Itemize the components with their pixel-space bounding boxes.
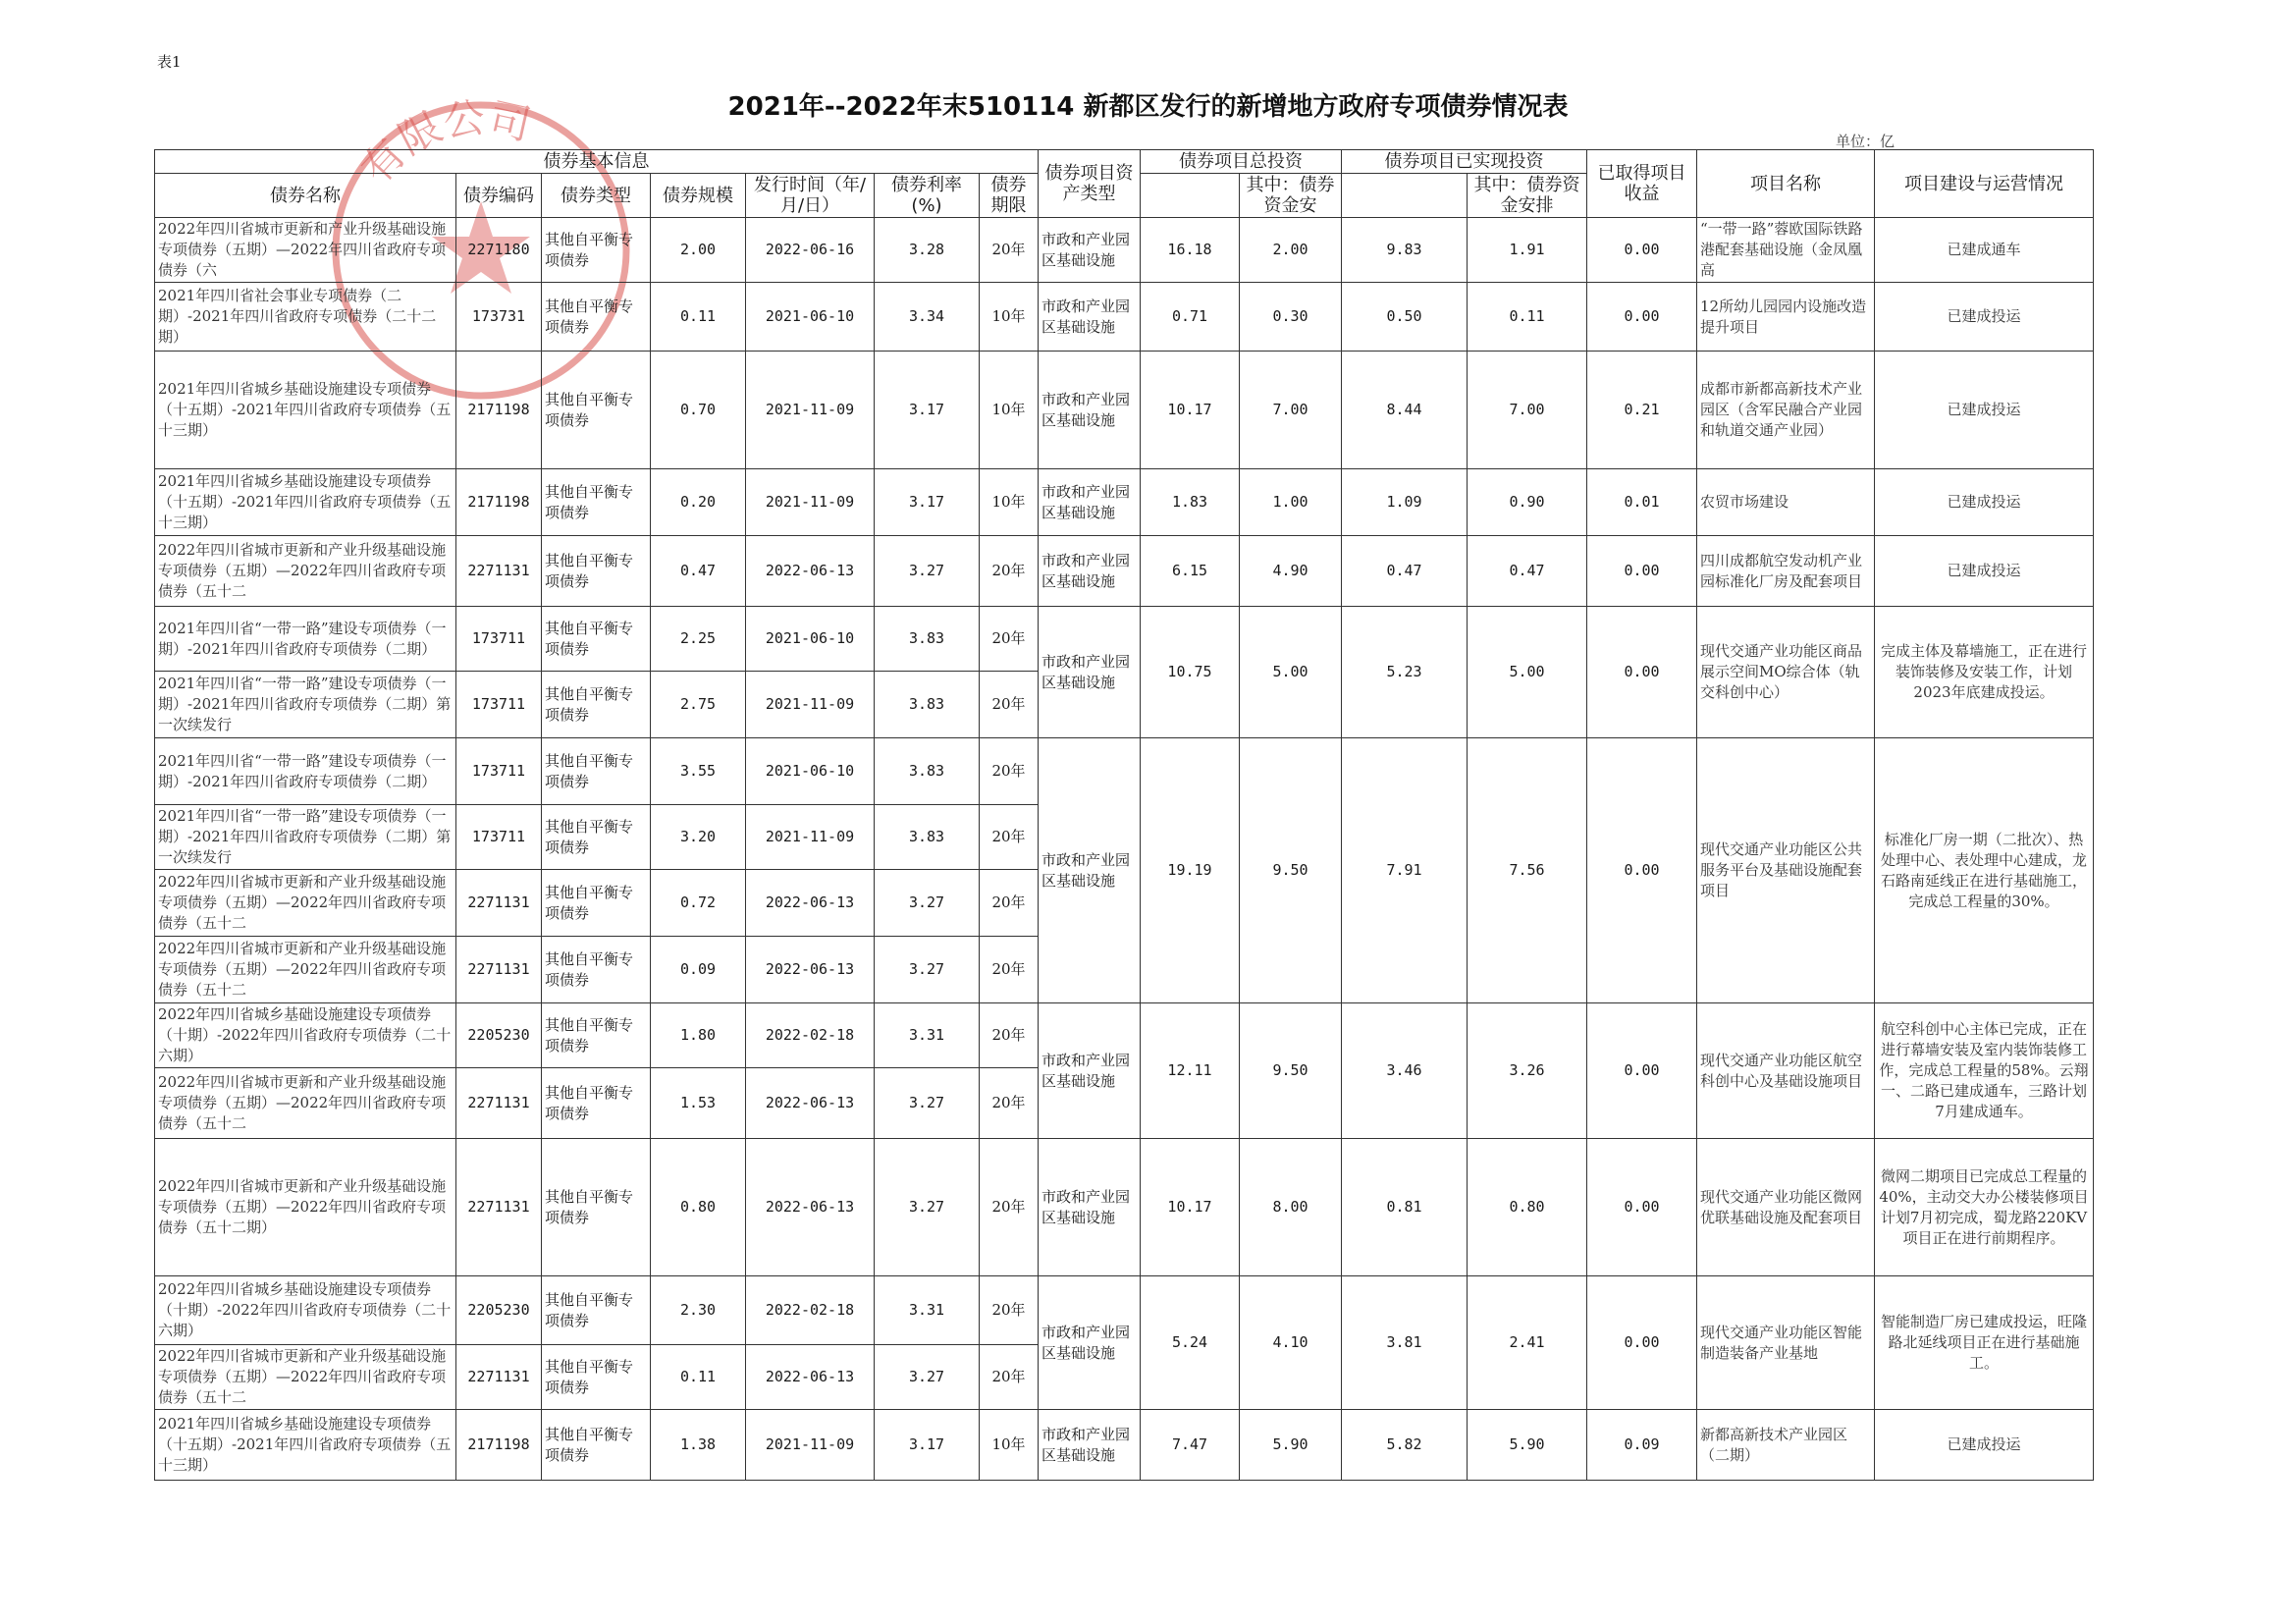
total-bond-cell: 5.90 <box>1240 1410 1342 1481</box>
bond-name-cell: 2021年四川省“一带一路”建设专项债券（一期）-2021年四川省政府专项债券（二期） <box>155 607 456 672</box>
bond-type-cell: 其他自平衡专项债券 <box>542 805 651 870</box>
issue-date-cell: 2022-06-13 <box>746 937 875 1003</box>
project-status-cell: 航空科创中心主体已完成，正在进行幕墙安装及室内装饰装修工作，完成总工程量的58%。云翔一、二路已建成通车，三路计划7月建成通车。 <box>1875 1003 2094 1139</box>
bond-code-cell: 2205230 <box>456 1003 542 1068</box>
table-row <box>155 607 2094 672</box>
income-cell: 0.00 <box>1587 1003 1697 1139</box>
asset-type-cell: 市政和产业园区基础设施 <box>1039 218 1141 283</box>
asset-type-cell: 市政和产业园区基础设施 <box>1039 1139 1141 1276</box>
issue-date-cell: 2022-06-13 <box>746 536 875 607</box>
project-name-cell: 成都市新都高新技术产业园区（含军民融合产业园和轨道交通产业园） <box>1697 352 1875 469</box>
bond-term-cell: 20年 <box>980 1003 1039 1068</box>
table-row <box>155 218 2094 283</box>
bond-name-cell: 2022年四川省城乡基础设施建设专项债券（十期）-2022年四川省政府专项债券（二十六期） <box>155 1276 456 1345</box>
issue-date-cell: 2022-02-18 <box>746 1276 875 1345</box>
realized-bond-cell: 7.56 <box>1468 738 1587 1003</box>
issue-date-cell: 2021-06-10 <box>746 283 875 352</box>
project-status-cell: 微网二期项目已完成总工程量的40%，主动交大办公楼装修项目计划7月初完成，蜀龙路220KV项目正在进行前期程序。 <box>1875 1139 2094 1276</box>
bond-type-cell: 其他自平衡专项债券 <box>542 1410 651 1481</box>
bond-rate-cell: 3.17 <box>875 469 980 536</box>
bond-table <box>154 149 2094 1481</box>
header-project-name: 项目名称 <box>1697 150 1875 218</box>
project-name-cell: 12所幼儿园园内设施改造提升项目 <box>1697 283 1875 352</box>
bond-scale-cell: 1.80 <box>651 1003 746 1068</box>
bond-type-cell: 其他自平衡专项债券 <box>542 607 651 672</box>
income-cell: 0.00 <box>1587 607 1697 738</box>
bond-type-cell: 其他自平衡专项债券 <box>542 352 651 469</box>
bond-name-cell: 2021年四川省城乡基础设施建设专项债券（十五期）-2021年四川省政府专项债券（五十三期） <box>155 352 456 469</box>
bond-term-cell: 10年 <box>980 469 1039 536</box>
bond-name-cell: 2022年四川省城市更新和产业升级基础设施专项债券（五期）—2022年四川省政府专项债券（五十二 <box>155 937 456 1003</box>
bond-type-cell: 其他自平衡专项债券 <box>542 1003 651 1068</box>
bond-rate-cell: 3.27 <box>875 937 980 1003</box>
bond-name-cell: 2021年四川省社会事业专项债券（二期）-2021年四川省政府专项债券（二十二期） <box>155 283 456 352</box>
issue-date-cell: 2021-06-10 <box>746 607 875 672</box>
header-rate: 债券利率(%) <box>875 174 980 218</box>
asset-type-cell: 市政和产业园区基础设施 <box>1039 738 1141 1003</box>
table-row <box>155 1003 2094 1068</box>
header-bond-name: 债券名称 <box>155 174 456 218</box>
bond-scale-cell: 0.72 <box>651 870 746 937</box>
issue-date-cell: 2021-11-09 <box>746 469 875 536</box>
bond-name-cell: 2022年四川省城市更新和产业升级基础设施专项债券（五期）—2022年四川省政府专项债券（五十二期） <box>155 1139 456 1276</box>
bond-scale-cell: 2.25 <box>651 607 746 672</box>
project-name-cell: 新都高新技术产业园区（二期） <box>1697 1410 1875 1481</box>
bond-type-cell: 其他自平衡专项债券 <box>542 218 651 283</box>
project-status-cell: 已建成通车 <box>1875 218 2094 283</box>
realized-investment-cell: 8.44 <box>1342 352 1468 469</box>
header-realized-investment: 债券项目已实现投资 <box>1342 150 1587 174</box>
total-bond-cell: 5.00 <box>1240 607 1342 738</box>
bond-term-cell: 20年 <box>980 937 1039 1003</box>
project-name-cell: “一带一路”蓉欧国际铁路港配套基础设施（金凤凰高 <box>1697 218 1875 283</box>
bond-type-cell: 其他自平衡专项债券 <box>542 870 651 937</box>
project-status-cell: 已建成投运 <box>1875 469 2094 536</box>
bond-name-cell: 2021年四川省“一带一路”建设专项债券（一期）-2021年四川省政府专项债券（二期）第一次续发行 <box>155 805 456 870</box>
bond-rate-cell: 3.17 <box>875 1410 980 1481</box>
project-status-cell: 已建成投运 <box>1875 536 2094 607</box>
realized-investment-cell: 5.23 <box>1342 607 1468 738</box>
realized-bond-cell: 5.90 <box>1468 1410 1587 1481</box>
bond-code-cell: 2271131 <box>456 1345 542 1410</box>
bond-scale-cell: 0.70 <box>651 352 746 469</box>
bond-type-cell: 其他自平衡专项债券 <box>542 1068 651 1139</box>
bond-rate-cell: 3.27 <box>875 1068 980 1139</box>
bond-scale-cell: 3.20 <box>651 805 746 870</box>
total-bond-cell: 0.30 <box>1240 283 1342 352</box>
header-realized-bond: 其中：债券资金安排 <box>1468 174 1587 218</box>
bond-name-cell: 2022年四川省城市更新和产业升级基础设施专项债券（五期）—2022年四川省政府专项债券（五十二 <box>155 536 456 607</box>
bond-code-cell: 2271131 <box>456 937 542 1003</box>
bond-term-cell: 20年 <box>980 1276 1039 1345</box>
total-investment-cell: 16.18 <box>1141 218 1240 283</box>
bond-term-cell: 10年 <box>980 352 1039 469</box>
total-bond-cell: 2.00 <box>1240 218 1342 283</box>
asset-type-cell: 市政和产业园区基础设施 <box>1039 283 1141 352</box>
bond-name-cell: 2021年四川省城乡基础设施建设专项债券（十五期）-2021年四川省政府专项债券（五十三期） <box>155 469 456 536</box>
bond-scale-cell: 0.09 <box>651 937 746 1003</box>
bond-rate-cell: 3.34 <box>875 283 980 352</box>
realized-bond-cell: 0.11 <box>1468 283 1587 352</box>
realized-investment-cell: 0.47 <box>1342 536 1468 607</box>
realized-investment-cell: 9.83 <box>1342 218 1468 283</box>
issue-date-cell: 2022-06-13 <box>746 1139 875 1276</box>
bond-name-cell: 2021年四川省“一带一路”建设专项债券（一期）-2021年四川省政府专项债券（二期）第一次续发行 <box>155 672 456 738</box>
bond-scale-cell: 0.11 <box>651 1345 746 1410</box>
total-investment-cell: 10.17 <box>1141 352 1240 469</box>
table-row <box>155 536 2094 607</box>
asset-type-cell: 市政和产业园区基础设施 <box>1039 352 1141 469</box>
bond-type-cell: 其他自平衡专项债券 <box>542 1276 651 1345</box>
table-row <box>155 738 2094 805</box>
project-name-cell: 现代交通产业功能区微网优联基础设施及配套项目 <box>1697 1139 1875 1276</box>
bond-rate-cell: 3.27 <box>875 1345 980 1410</box>
realized-bond-cell: 0.47 <box>1468 536 1587 607</box>
bond-name-cell: 2022年四川省城乡基础设施建设专项债券（十期）-2022年四川省政府专项债券（二十六期） <box>155 1003 456 1068</box>
table-row <box>155 469 2094 536</box>
bond-name-cell: 2022年四川省城市更新和产业升级基础设施专项债券（五期）—2022年四川省政府专项债券（五十二 <box>155 1345 456 1410</box>
table-row <box>155 283 2094 352</box>
total-investment-cell: 19.19 <box>1141 738 1240 1003</box>
unit-label: 单位：亿 <box>1836 133 1896 150</box>
bond-name-cell: 2021年四川省城乡基础设施建设专项债券（十五期）-2021年四川省政府专项债券（五十三期） <box>155 1410 456 1481</box>
bond-rate-cell: 3.27 <box>875 1139 980 1276</box>
bond-type-cell: 其他自平衡专项债券 <box>542 469 651 536</box>
income-cell: 0.00 <box>1587 218 1697 283</box>
bond-rate-cell: 3.83 <box>875 738 980 805</box>
bond-term-cell: 20年 <box>980 1345 1039 1410</box>
asset-type-cell: 市政和产业园区基础设施 <box>1039 1003 1141 1139</box>
bond-name-cell: 2022年四川省城市更新和产业升级基础设施专项债券（五期）—2022年四川省政府专项债券（六 <box>155 218 456 283</box>
issue-date-cell: 2021-11-09 <box>746 805 875 870</box>
bond-code-cell: 2171198 <box>456 352 542 469</box>
bond-code-cell: 173711 <box>456 607 542 672</box>
realized-investment-cell: 3.46 <box>1342 1003 1468 1139</box>
total-bond-cell: 7.00 <box>1240 352 1342 469</box>
project-status-cell: 完成主体及幕墙施工，正在进行装饰装修及安装工作，计划2023年底建成投运。 <box>1875 607 2094 738</box>
header-bond-type: 债券类型 <box>542 174 651 218</box>
project-name-cell: 现代交通产业功能区商品展示空间MO综合体（轨交科创中心） <box>1697 607 1875 738</box>
bond-code-cell: 2271180 <box>456 218 542 283</box>
realized-bond-cell: 3.26 <box>1468 1003 1587 1139</box>
bond-scale-cell: 2.75 <box>651 672 746 738</box>
project-status-cell: 标准化厂房一期（二批次）、热处理中心、表处理中心建成，龙石路南延线正在进行基础施工，完成总工程量的30%。 <box>1875 738 2094 1003</box>
bond-term-cell: 20年 <box>980 870 1039 937</box>
realized-bond-cell: 0.80 <box>1468 1139 1587 1276</box>
total-bond-cell: 9.50 <box>1240 738 1342 1003</box>
total-bond-cell: 8.00 <box>1240 1139 1342 1276</box>
income-cell: 0.00 <box>1587 1139 1697 1276</box>
asset-type-cell: 市政和产业园区基础设施 <box>1039 469 1141 536</box>
issue-date-cell: 2021-11-09 <box>746 352 875 469</box>
realized-bond-cell: 1.91 <box>1468 218 1587 283</box>
bond-code-cell: 2271131 <box>456 536 542 607</box>
header-bond-code: 债券编码 <box>456 174 542 218</box>
bond-term-cell: 20年 <box>980 1139 1039 1276</box>
table-row <box>155 352 2094 469</box>
bond-code-cell: 2171198 <box>456 469 542 536</box>
bond-code-cell: 2205230 <box>456 1276 542 1345</box>
income-cell: 0.21 <box>1587 352 1697 469</box>
asset-type-cell: 市政和产业园区基础设施 <box>1039 1410 1141 1481</box>
bond-term-cell: 20年 <box>980 536 1039 607</box>
bond-scale-cell: 1.53 <box>651 1068 746 1139</box>
income-cell: 0.00 <box>1587 1276 1697 1410</box>
table-row <box>155 1139 2094 1276</box>
income-cell: 0.00 <box>1587 738 1697 1003</box>
header-term: 债券期限 <box>980 174 1039 218</box>
bond-term-cell: 10年 <box>980 1410 1039 1481</box>
bond-code-cell: 2271131 <box>456 870 542 937</box>
header-scale: 债券规模 <box>651 174 746 218</box>
bond-term-cell: 10年 <box>980 283 1039 352</box>
bond-term-cell: 20年 <box>980 672 1039 738</box>
bond-rate-cell: 3.17 <box>875 352 980 469</box>
bond-type-cell: 其他自平衡专项债券 <box>542 937 651 1003</box>
issue-date-cell: 2022-06-16 <box>746 218 875 283</box>
bond-scale-cell: 0.11 <box>651 283 746 352</box>
total-bond-cell: 9.50 <box>1240 1003 1342 1139</box>
asset-type-cell: 市政和产业园区基础设施 <box>1039 1276 1141 1410</box>
bond-code-cell: 173731 <box>456 283 542 352</box>
issue-date-cell: 2021-11-09 <box>746 672 875 738</box>
total-investment-cell: 1.83 <box>1141 469 1240 536</box>
bond-rate-cell: 3.27 <box>875 870 980 937</box>
realized-investment-cell: 7.91 <box>1342 738 1468 1003</box>
bond-scale-cell: 1.38 <box>651 1410 746 1481</box>
issue-date-cell: 2021-11-09 <box>746 1410 875 1481</box>
bond-type-cell: 其他自平衡专项债券 <box>542 1139 651 1276</box>
project-status-cell: 已建成投运 <box>1875 1410 2094 1481</box>
bond-type-cell: 其他自平衡专项债券 <box>542 1345 651 1410</box>
table-row <box>155 1276 2094 1345</box>
issue-date-cell: 2022-02-18 <box>746 1003 875 1068</box>
bond-code-cell: 2271131 <box>456 1139 542 1276</box>
header-asset-type: 债券项目资产类型 <box>1039 150 1141 218</box>
issue-date-cell: 2022-06-13 <box>746 1068 875 1139</box>
bond-rate-cell: 3.27 <box>875 536 980 607</box>
total-investment-cell: 6.15 <box>1141 536 1240 607</box>
bond-type-cell: 其他自平衡专项债券 <box>542 738 651 805</box>
bond-scale-cell: 2.00 <box>651 218 746 283</box>
bond-rate-cell: 3.28 <box>875 218 980 283</box>
realized-bond-cell: 7.00 <box>1468 352 1587 469</box>
bond-rate-cell: 3.31 <box>875 1276 980 1345</box>
total-investment-cell: 0.71 <box>1141 283 1240 352</box>
realized-bond-cell: 2.41 <box>1468 1276 1587 1410</box>
bond-name-cell: 2022年四川省城市更新和产业升级基础设施专项债券（五期）—2022年四川省政府专项债券（五十二 <box>155 870 456 937</box>
bond-term-cell: 20年 <box>980 607 1039 672</box>
realized-investment-cell: 3.81 <box>1342 1276 1468 1410</box>
bond-type-cell: 其他自平衡专项债券 <box>542 536 651 607</box>
bond-code-cell: 2271131 <box>456 1068 542 1139</box>
issue-date-cell: 2021-06-10 <box>746 738 875 805</box>
total-bond-cell: 1.00 <box>1240 469 1342 536</box>
income-cell: 0.00 <box>1587 536 1697 607</box>
total-bond-cell: 4.90 <box>1240 536 1342 607</box>
realized-bond-cell: 5.00 <box>1468 607 1587 738</box>
page-title: 2021年--2022年末510114 新都区发行的新增地方政府专项债券情况表 <box>727 92 1569 122</box>
bond-code-cell: 173711 <box>456 805 542 870</box>
bond-rate-cell: 3.31 <box>875 1003 980 1068</box>
asset-type-cell: 市政和产业园区基础设施 <box>1039 536 1141 607</box>
income-cell: 0.01 <box>1587 469 1697 536</box>
realized-investment-cell: 0.81 <box>1342 1139 1468 1276</box>
header-total-bond: 其中：债券资金安 <box>1240 174 1342 218</box>
bond-rate-cell: 3.83 <box>875 805 980 870</box>
bond-scale-cell: 0.80 <box>651 1139 746 1276</box>
bond-type-cell: 其他自平衡专项债券 <box>542 672 651 738</box>
total-investment-cell: 7.47 <box>1141 1410 1240 1481</box>
realized-investment-cell: 0.50 <box>1342 283 1468 352</box>
bond-code-cell: 173711 <box>456 738 542 805</box>
income-cell: 0.09 <box>1587 1410 1697 1481</box>
header-total-investment: 债券项目总投资 <box>1141 150 1342 174</box>
bond-name-cell: 2021年四川省“一带一路”建设专项债券（一期）-2021年四川省政府专项债券（二期） <box>155 738 456 805</box>
header-basic-info: 债券基本信息 <box>155 150 1039 174</box>
total-investment-cell: 5.24 <box>1141 1276 1240 1410</box>
bond-code-cell: 173711 <box>456 672 542 738</box>
bond-term-cell: 20年 <box>980 218 1039 283</box>
issue-date-cell: 2022-06-13 <box>746 1345 875 1410</box>
stamp-text: 有限公司 <box>351 93 536 193</box>
header-status: 项目建设与运营情况 <box>1875 150 2094 218</box>
project-status-cell: 智能制造厂房已建成投运，旺隆路北延线项目正在进行基础施工。 <box>1875 1276 2094 1410</box>
table-row <box>155 1410 2094 1481</box>
bond-name-cell: 2022年四川省城市更新和产业升级基础设施专项债券（五期）—2022年四川省政府专项债券（五十二 <box>155 1068 456 1139</box>
project-name-cell: 现代交通产业功能区航空科创中心及基础设施项目 <box>1697 1003 1875 1139</box>
bond-term-cell: 20年 <box>980 1068 1039 1139</box>
bond-rate-cell: 3.83 <box>875 672 980 738</box>
realized-bond-cell: 0.90 <box>1468 469 1587 536</box>
header-income: 已取得项目收益 <box>1587 150 1697 218</box>
total-bond-cell: 4.10 <box>1240 1276 1342 1410</box>
income-cell: 0.00 <box>1587 283 1697 352</box>
bond-scale-cell: 0.20 <box>651 469 746 536</box>
header-issue-date: 发行时间（年/月/日） <box>746 174 875 218</box>
bond-scale-cell: 2.30 <box>651 1276 746 1345</box>
project-status-cell: 已建成投运 <box>1875 283 2094 352</box>
bond-type-cell: 其他自平衡专项债券 <box>542 283 651 352</box>
project-name-cell: 农贸市场建设 <box>1697 469 1875 536</box>
issue-date-cell: 2022-06-13 <box>746 870 875 937</box>
asset-type-cell: 市政和产业园区基础设施 <box>1039 607 1141 738</box>
bond-term-cell: 20年 <box>980 805 1039 870</box>
total-investment-cell: 10.75 <box>1141 607 1240 738</box>
total-investment-cell: 12.11 <box>1141 1003 1240 1139</box>
project-name-cell: 四川成都航空发动机产业园标准化厂房及配套项目 <box>1697 536 1875 607</box>
realized-investment-cell: 1.09 <box>1342 469 1468 536</box>
project-name-cell: 现代交通产业功能区智能制造装备产业基地 <box>1697 1276 1875 1410</box>
corner-label: 表1 <box>157 53 182 71</box>
project-name-cell: 现代交通产业功能区公共服务平台及基础设施配套项目 <box>1697 738 1875 1003</box>
bond-rate-cell: 3.83 <box>875 607 980 672</box>
bond-term-cell: 20年 <box>980 738 1039 805</box>
bond-scale-cell: 0.47 <box>651 536 746 607</box>
bond-code-cell: 2171198 <box>456 1410 542 1481</box>
total-investment-cell: 10.17 <box>1141 1139 1240 1276</box>
bond-scale-cell: 3.55 <box>651 738 746 805</box>
project-status-cell: 已建成投运 <box>1875 352 2094 469</box>
realized-investment-cell: 5.82 <box>1342 1410 1468 1481</box>
